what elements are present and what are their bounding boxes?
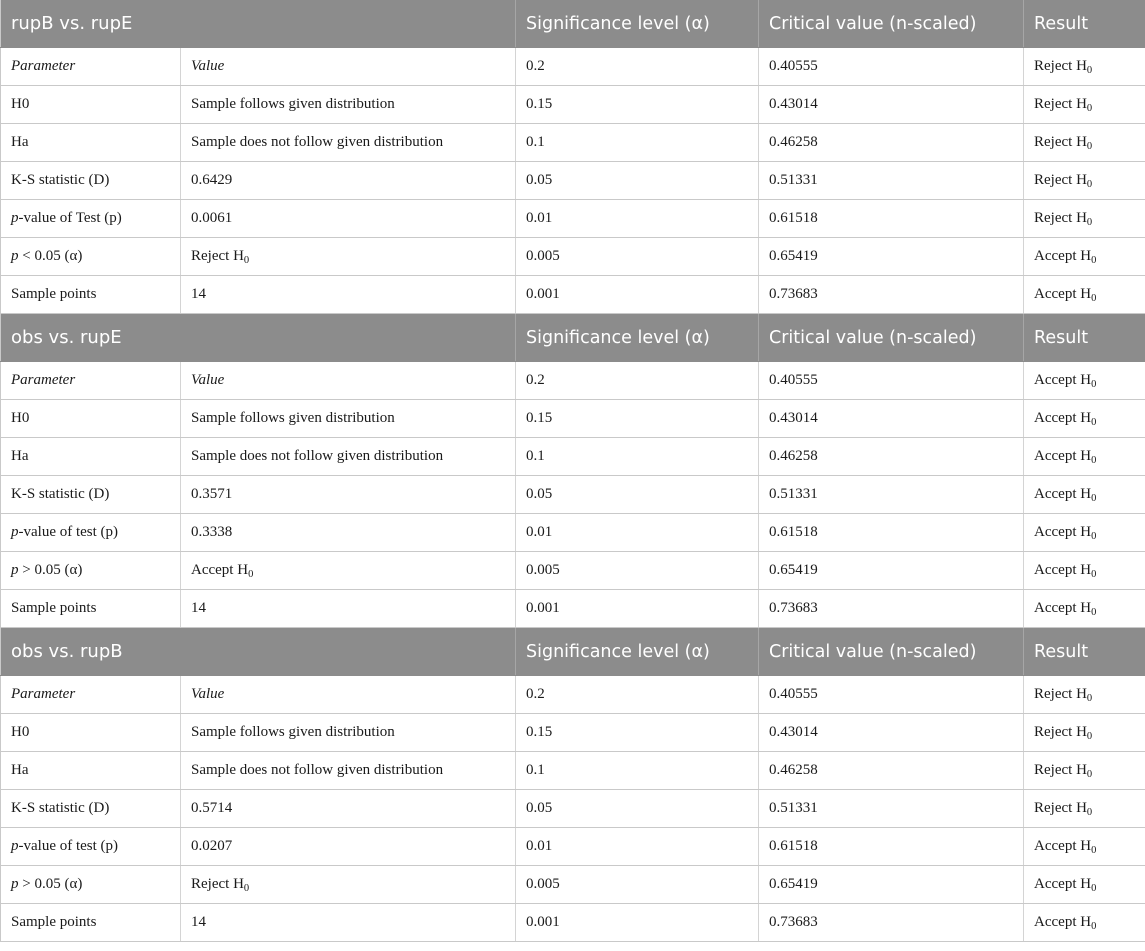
parameter-cell — [1, 200, 181, 238]
significance-level-cell: 0.005 — [516, 238, 759, 276]
result-subscript: 0 — [1091, 417, 1097, 428]
value-cell — [181, 590, 516, 628]
result-subscript: 0 — [1086, 769, 1093, 780]
value-cell — [181, 238, 516, 276]
significance-level-cell: 0.15 — [516, 400, 759, 438]
parameter-cell — [1, 866, 181, 904]
result-cell — [1024, 86, 1145, 124]
result-text: Accept H — [1034, 372, 1092, 388]
result-header: Result — [1024, 628, 1145, 676]
table-row — [1, 676, 1145, 714]
critical-value-cell: 0.46258 — [759, 438, 1024, 476]
result-cell — [1024, 590, 1145, 628]
significance-level-cell: 0.01 — [516, 200, 759, 238]
value-cell — [181, 86, 516, 124]
result-cell — [1024, 904, 1145, 942]
critical-value-cell: 0.46258 — [759, 124, 1024, 162]
result-cell — [1024, 752, 1145, 790]
critical-value-cell: 0.61518 — [759, 200, 1024, 238]
value-cell — [181, 438, 516, 476]
critical-value-cell: 0.43014 — [759, 400, 1024, 438]
value-cell — [181, 362, 516, 400]
parameter-cell — [1, 238, 181, 276]
table-row — [1, 276, 1145, 314]
parameter-italic-symbol: p — [11, 562, 19, 578]
parameter-cell — [1, 790, 181, 828]
result-cell — [1024, 200, 1145, 238]
result-subscript: 0 — [1086, 65, 1093, 76]
critical-value-cell: 0.51331 — [759, 790, 1024, 828]
value-cell — [181, 276, 516, 314]
result-subscript: 0 — [1086, 807, 1093, 818]
critical-value-cell: 0.61518 — [759, 514, 1024, 552]
value-cell — [181, 714, 516, 752]
result-text: Accept H — [1034, 248, 1092, 264]
result-text: Accept H — [1034, 914, 1092, 930]
value-subscript: 0 — [248, 569, 254, 580]
result-subscript: 0 — [1091, 379, 1097, 390]
result-cell — [1024, 790, 1145, 828]
value-text: Sample follows given distribution — [191, 96, 395, 112]
parameter-cell — [1, 362, 181, 400]
critical-value-cell: 0.43014 — [759, 86, 1024, 124]
parameter-italic-symbol: p — [11, 248, 19, 264]
result-text: Accept H — [1034, 838, 1092, 854]
result-subscript: 0 — [1091, 255, 1097, 266]
result-text: Accept H — [1034, 600, 1092, 616]
result-cell — [1024, 828, 1145, 866]
parameter-text: Ha — [11, 448, 29, 464]
parameter-text: -value of Test (p) — [18, 210, 122, 226]
table-row — [1, 438, 1145, 476]
critical-value-cell: 0.65419 — [759, 238, 1024, 276]
parameter-text: -value of test (p) — [18, 838, 119, 854]
parameter-cell — [1, 828, 181, 866]
parameter-text: Parameter — [11, 372, 76, 388]
result-text: Accept H — [1034, 410, 1092, 426]
table-row — [1, 552, 1145, 590]
parameter-cell — [1, 904, 181, 942]
critical-value-header: Critical value (n-scaled) — [759, 314, 1024, 362]
result-subscript: 0 — [1091, 921, 1097, 932]
parameter-cell — [1, 476, 181, 514]
parameter-text: -value of test (p) — [18, 524, 119, 540]
critical-value-header: Critical value (n-scaled) — [759, 628, 1024, 676]
result-subscript: 0 — [1091, 455, 1097, 466]
result-text: Reject H — [1034, 762, 1087, 778]
value-cell — [181, 514, 516, 552]
critical-value-cell: 0.65419 — [759, 866, 1024, 904]
significance-level-cell: 0.05 — [516, 162, 759, 200]
result-subscript: 0 — [1086, 731, 1093, 742]
result-text: Accept H — [1034, 876, 1092, 892]
result-subscript: 0 — [1091, 883, 1097, 894]
significance-level-cell: 0.005 — [516, 866, 759, 904]
critical-value-cell: 0.73683 — [759, 276, 1024, 314]
parameter-text: Sample points — [11, 600, 97, 616]
result-text: Reject H — [1034, 172, 1087, 188]
value-subscript: 0 — [243, 255, 250, 266]
value-cell — [181, 400, 516, 438]
result-subscript: 0 — [1086, 103, 1093, 114]
parameter-cell — [1, 162, 181, 200]
value-cell — [181, 676, 516, 714]
value-text: 0.5714 — [191, 800, 233, 816]
significance-level-cell: 0.15 — [516, 86, 759, 124]
table-row — [1, 714, 1145, 752]
result-cell — [1024, 276, 1145, 314]
significance-level-header: Significance level (α) — [516, 0, 759, 48]
table-row — [1, 476, 1145, 514]
significance-level-header: Significance level (α) — [516, 628, 759, 676]
parameter-cell — [1, 752, 181, 790]
parameter-cell — [1, 676, 181, 714]
parameter-cell — [1, 714, 181, 752]
significance-level-cell: 0.1 — [516, 752, 759, 790]
result-cell — [1024, 514, 1145, 552]
parameter-cell — [1, 590, 181, 628]
parameter-text: Sample points — [11, 286, 97, 302]
result-cell — [1024, 714, 1145, 752]
result-cell — [1024, 362, 1145, 400]
significance-level-cell: 0.2 — [516, 676, 759, 714]
value-subscript: 0 — [243, 883, 250, 894]
parameter-cell — [1, 438, 181, 476]
significance-level-cell: 0.01 — [516, 828, 759, 866]
table-row — [1, 238, 1145, 276]
value-text: Value — [191, 372, 225, 388]
result-cell — [1024, 124, 1145, 162]
result-text: Reject H — [1034, 724, 1087, 740]
critical-value-cell: 0.51331 — [759, 162, 1024, 200]
value-cell — [181, 476, 516, 514]
result-subscript: 0 — [1086, 693, 1093, 704]
result-cell — [1024, 438, 1145, 476]
critical-value-header: Critical value (n-scaled) — [759, 0, 1024, 48]
value-cell — [181, 790, 516, 828]
result-cell — [1024, 162, 1145, 200]
parameter-text: Parameter — [11, 58, 76, 74]
value-text: 0.6429 — [191, 172, 233, 188]
result-cell — [1024, 552, 1145, 590]
section-header-row — [1, 314, 1145, 362]
result-subscript: 0 — [1091, 493, 1097, 504]
parameter-cell — [1, 514, 181, 552]
parameter-cell — [1, 48, 181, 86]
section-header-row — [1, 628, 1145, 676]
result-header: Result — [1024, 0, 1145, 48]
value-text: Sample follows given distribution — [191, 410, 395, 426]
value-text: Accept H — [191, 562, 249, 578]
result-cell — [1024, 238, 1145, 276]
parameter-text: Ha — [11, 762, 29, 778]
significance-level-cell: 0.005 — [516, 552, 759, 590]
result-subscript: 0 — [1086, 217, 1093, 228]
result-text: Reject H — [1034, 800, 1087, 816]
parameter-text: K-S statistic (D) — [11, 172, 110, 188]
value-cell — [181, 552, 516, 590]
value-text: 14 — [191, 914, 206, 930]
critical-value-cell: 0.73683 — [759, 904, 1024, 942]
parameter-text: K-S statistic (D) — [11, 486, 110, 502]
critical-value-cell: 0.40555 — [759, 362, 1024, 400]
result-text: Accept H — [1034, 486, 1092, 502]
parameter-text: Sample points — [11, 914, 97, 930]
parameter-text: K-S statistic (D) — [11, 800, 110, 816]
table-row — [1, 400, 1145, 438]
parameter-text: H0 — [11, 724, 30, 740]
critical-value-cell: 0.73683 — [759, 590, 1024, 628]
value-text: Sample follows given distribution — [191, 724, 395, 740]
result-cell — [1024, 476, 1145, 514]
result-text: Reject H — [1034, 686, 1087, 702]
value-text: 0.3338 — [191, 524, 233, 540]
value-text: Value — [191, 58, 225, 74]
section-header-row — [1, 0, 1145, 48]
result-text: Accept H — [1034, 286, 1092, 302]
value-text: 14 — [191, 600, 206, 616]
parameter-text: H0 — [11, 96, 30, 112]
table-row — [1, 200, 1145, 238]
result-text: Accept H — [1034, 562, 1092, 578]
result-subscript: 0 — [1091, 607, 1097, 618]
parameter-italic-symbol: p — [11, 210, 19, 226]
result-cell — [1024, 48, 1145, 86]
value-text: Reject H — [191, 876, 244, 892]
critical-value-cell: 0.46258 — [759, 752, 1024, 790]
result-text: Reject H — [1034, 134, 1087, 150]
table-row — [1, 124, 1145, 162]
table-row — [1, 48, 1145, 86]
critical-value-cell: 0.43014 — [759, 714, 1024, 752]
result-subscript: 0 — [1091, 845, 1097, 856]
result-text: Reject H — [1034, 96, 1087, 112]
result-cell — [1024, 400, 1145, 438]
significance-level-header: Significance level (α) — [516, 314, 759, 362]
result-text: Reject H — [1034, 210, 1087, 226]
result-subscript: 0 — [1086, 141, 1093, 152]
value-text: Reject H — [191, 248, 244, 264]
result-subscript: 0 — [1086, 179, 1093, 190]
table-row — [1, 514, 1145, 552]
critical-value-cell: 0.40555 — [759, 48, 1024, 86]
critical-value-cell: 0.51331 — [759, 476, 1024, 514]
significance-level-cell: 0.15 — [516, 714, 759, 752]
result-text: Reject H — [1034, 58, 1087, 74]
result-cell — [1024, 676, 1145, 714]
critical-value-cell: 0.65419 — [759, 552, 1024, 590]
parameter-italic-symbol: p — [11, 876, 19, 892]
significance-level-cell: 0.1 — [516, 124, 759, 162]
result-text: Accept H — [1034, 524, 1092, 540]
value-cell — [181, 828, 516, 866]
table-row — [1, 362, 1145, 400]
value-text: 0.0207 — [191, 838, 233, 854]
parameter-cell — [1, 400, 181, 438]
value-cell — [181, 162, 516, 200]
significance-level-cell: 0.1 — [516, 438, 759, 476]
value-text: 0.0061 — [191, 210, 233, 226]
result-text: Accept H — [1034, 448, 1092, 464]
parameter-text: Ha — [11, 134, 29, 150]
value-cell — [181, 866, 516, 904]
result-subscript: 0 — [1091, 531, 1097, 542]
table-body — [1, 0, 1145, 942]
parameter-cell — [1, 124, 181, 162]
value-text: Sample does not follow given distribution — [191, 762, 444, 778]
parameter-text: Parameter — [11, 686, 76, 702]
result-subscript: 0 — [1091, 569, 1097, 580]
result-subscript: 0 — [1091, 293, 1097, 304]
value-text: Value — [191, 686, 225, 702]
table-row — [1, 904, 1145, 942]
table-row — [1, 86, 1145, 124]
value-cell — [181, 200, 516, 238]
section-title: rupB vs. rupE — [1, 0, 516, 48]
value-text: Sample does not follow given distribution — [191, 134, 444, 150]
significance-level-cell: 0.05 — [516, 476, 759, 514]
result-header: Result — [1024, 314, 1145, 362]
significance-level-cell: 0.2 — [516, 362, 759, 400]
significance-level-cell: 0.001 — [516, 904, 759, 942]
value-cell — [181, 904, 516, 942]
parameter-cell — [1, 552, 181, 590]
critical-value-cell: 0.40555 — [759, 676, 1024, 714]
section-title: obs vs. rupE — [1, 314, 516, 362]
table-row — [1, 162, 1145, 200]
parameter-text: < 0.05 (α) — [18, 248, 83, 264]
section-title: obs vs. rupB — [1, 628, 516, 676]
value-cell — [181, 752, 516, 790]
parameter-cell — [1, 86, 181, 124]
value-text: Sample does not follow given distribution — [191, 448, 444, 464]
critical-value-cell: 0.61518 — [759, 828, 1024, 866]
value-cell — [181, 124, 516, 162]
significance-level-cell: 0.001 — [516, 590, 759, 628]
parameter-italic-symbol: p — [11, 524, 19, 540]
value-cell — [181, 48, 516, 86]
result-cell — [1024, 866, 1145, 904]
value-text: 14 — [191, 286, 206, 302]
significance-level-cell: 0.001 — [516, 276, 759, 314]
parameter-text: > 0.05 (α) — [18, 876, 83, 892]
table-row — [1, 590, 1145, 628]
significance-level-cell: 0.2 — [516, 48, 759, 86]
table-row — [1, 828, 1145, 866]
table-row — [1, 866, 1145, 904]
value-text: 0.3571 — [191, 486, 233, 502]
parameter-cell — [1, 276, 181, 314]
significance-level-cell: 0.05 — [516, 790, 759, 828]
parameter-text: H0 — [11, 410, 30, 426]
table-row — [1, 790, 1145, 828]
parameter-text: > 0.05 (α) — [18, 562, 83, 578]
parameter-italic-symbol: p — [11, 838, 19, 854]
table-row — [1, 752, 1145, 790]
significance-level-cell: 0.01 — [516, 514, 759, 552]
